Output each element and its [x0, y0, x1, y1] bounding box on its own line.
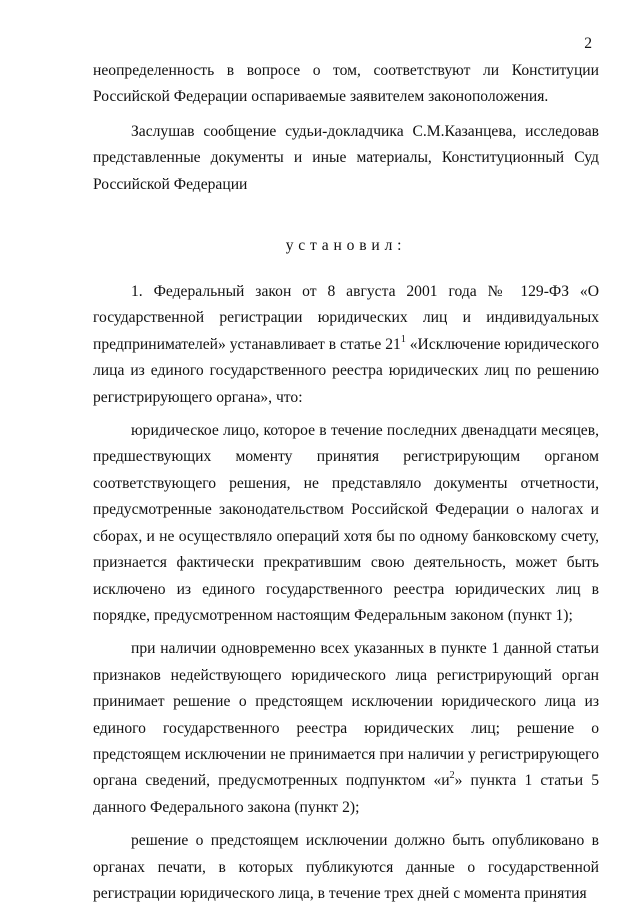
paragraph-clause-2 [93, 636, 599, 821]
page-number: 2 [584, 35, 592, 52]
section-heading: установил: [285, 237, 407, 255]
clause-2-text-after: » пункта 1 статьи 5 данного Федерального закона (пункт 2); [93, 772, 599, 816]
clause-2-text-before: при наличии одновременно всех указанных в пункте 1 данной статьи признаков недействующего юридического лица регистрирующий орган принимает решение о предстоящем исключении юридического лица из единого государственного реестра юридических лиц; решение о предстоящем исключении не принимается при наличии у регистрирующего органа сведений, предусмотренных подпунктом «и [93, 640, 599, 790]
paragraph-hearing: Заслушав сообщение судьи-докладчика С.М.Казанцева, исследовав представленные документы и иные материалы, Конституционный Суд Российской Федерации [93, 122, 599, 193]
paragraph-continuation: неопределенность в вопросе о том, соответствуют ли Конституции Российской Федерации оспариваемые заявителем законоположения. [93, 62, 599, 106]
paragraph-law [93, 279, 599, 411]
article-superscript: 1 [400, 333, 406, 345]
law-text-before: 1. Федеральный закон от 8 августа 2001 года № 129-ФЗ «О государственной регистрации юридических лиц и индивидуальных предпринимателей» устанавливает в статье 21 [93, 283, 599, 353]
paragraph-clause-3: решение о предстоящем исключении должно быть опубликовано в органах печати, в которых публикуются данные о государственной регистрации юридического лица, в течение трех дней с момента принятия [93, 832, 599, 902]
subclause-superscript: 2 [449, 770, 455, 782]
document-body [93, 58, 599, 907]
paragraph-clause-1: юридическое лицо, которое в течение последних двенадцати месяцев, предшествующих моменту принятия регистрирующим органом соответствующего решения, не представляло документы отчетности, предусмотренные законодательством Российской Федерации о налогах и сборах, и не осуществляло операций хотя бы по одному банковскому счету, признается фактически прекратившим свою деятельность, может быть исключено из единого государственного реестра юридических лиц в порядке, предусмотренном настоящим Федеральным законом (пункт 1); [93, 422, 599, 624]
law-text-after: «Исключение юридического лица из единого государственного реестра юридических лиц по решению регистрирующего органа», что: [93, 335, 599, 406]
